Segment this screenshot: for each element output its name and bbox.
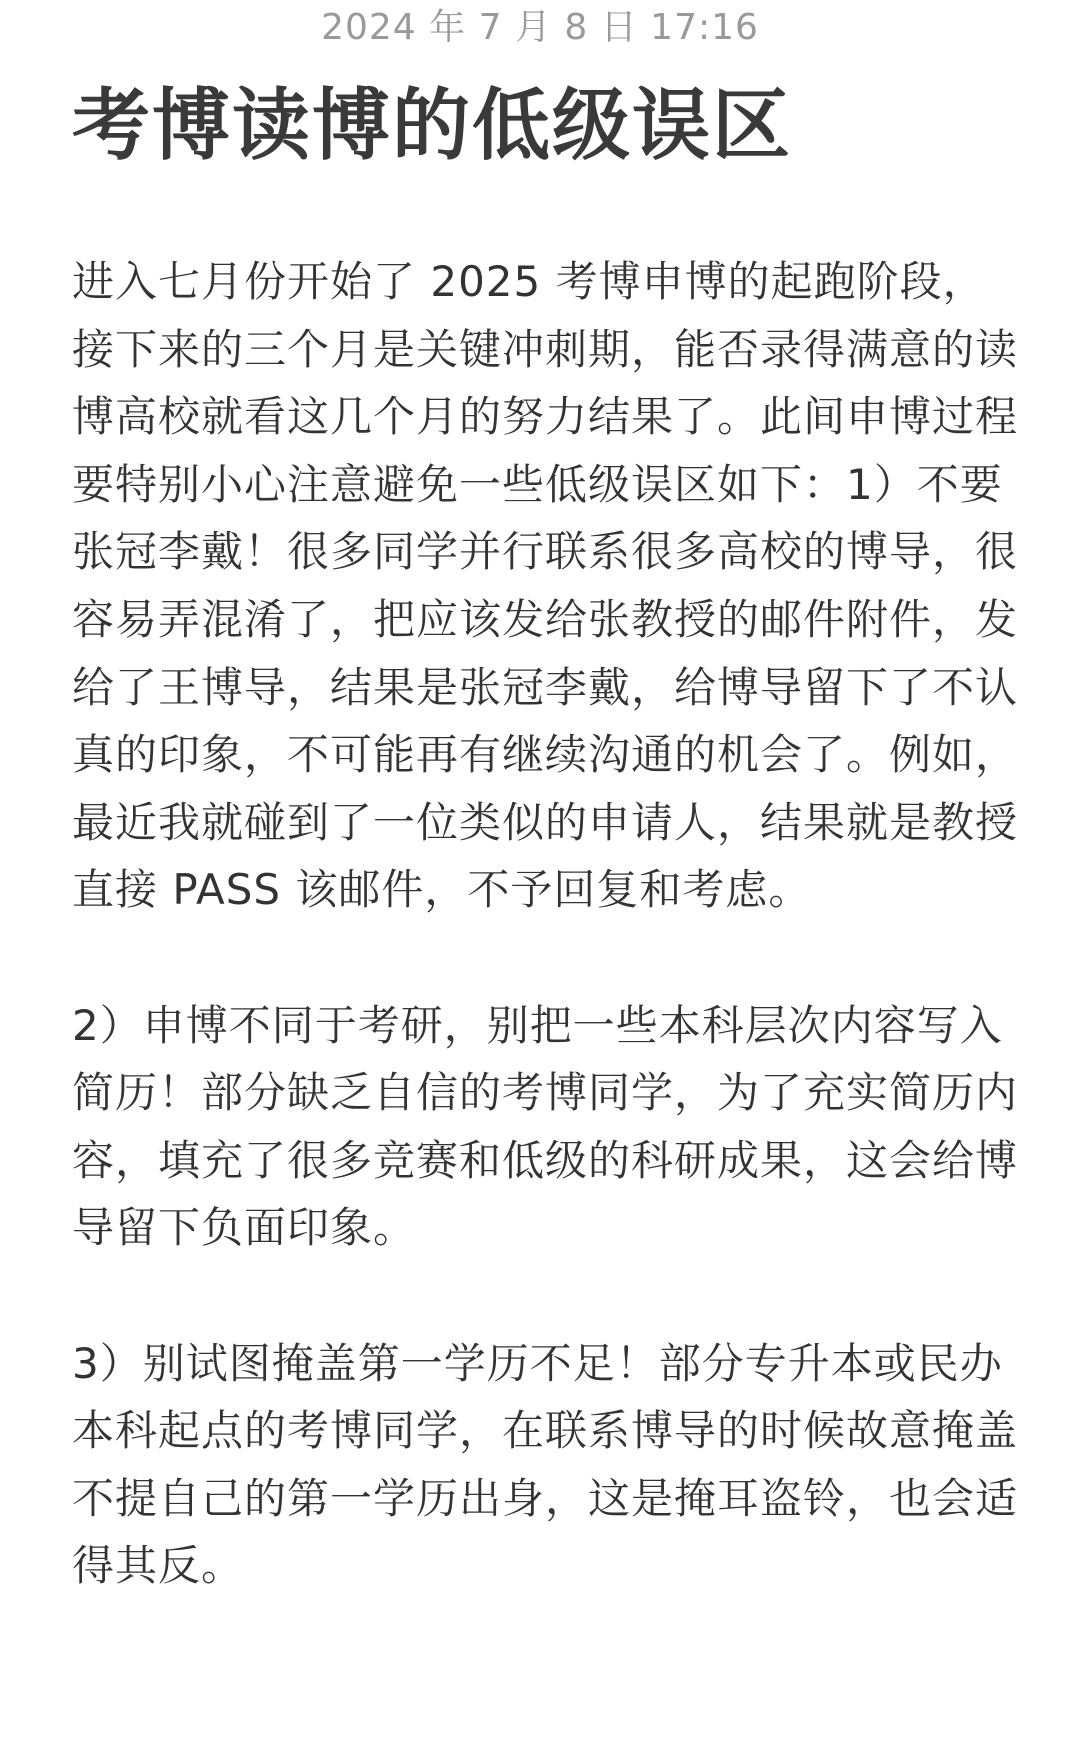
note-timestamp: 2024 年 7 月 8 日 17:16 [321,7,759,48]
note-title: 考博读博的低级误区 [72,81,793,171]
paragraph-1: 进入七月份开始了 2025 考博申博的起跑阶段，接下来的三个月是关键冲刺期，能否录得满意的读博高校就看这几个月的努力结果了。此间申博过程要特别小心注意避免一些低级误区如下：1）不要张冠李戴！很多同学并行联系很多高校的博导，很容易弄混淆了，把应该发给张教授的邮件附件，发给了王博导，结果是张冠李戴，给博导留下了不认真的印象，不可能再有继续沟通的机会了。例如，最近我就碰到了一位类似的申请人，结果就是教授直接 PASS 该邮件，不予回复和考虑。 [72,257,1019,915]
paragraph-3: 3）别试图掩盖第一学历不足！部分专升本或民办本科起点的考博同学，在联系博导的时候故意掩盖不提自己的第一学历出身，这是掩耳盗铃，也会适得其反。 [72,1338,1019,1591]
paragraph-spacer [72,924,1022,992]
paragraph-2: 2）申博不同于考研，别把一些本科层次内容写入简历！部分缺乏自信的考博同学，为了充实简历内容，填充了很多竞赛和低级的科研成果，这会给博导留下负面印象。 [72,1000,1019,1253]
note-body[interactable] [72,248,1022,1600]
paragraph-spacer [72,1262,1022,1330]
